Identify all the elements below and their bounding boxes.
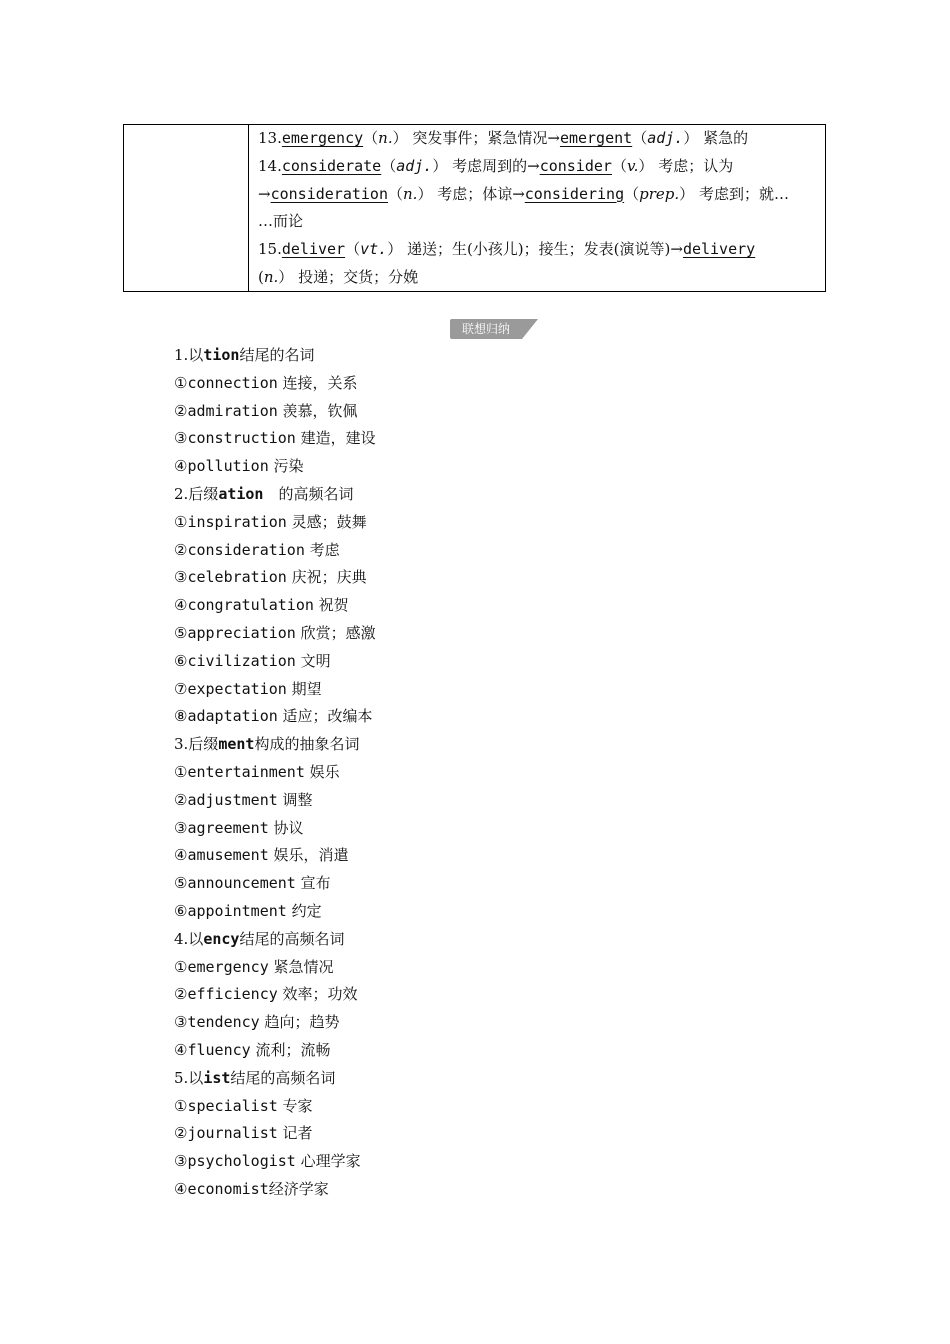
table-text: n. <box>263 267 279 286</box>
item-meaning: 建造，建设 <box>295 429 376 448</box>
item-marker: ⑧ <box>174 707 188 726</box>
list-item <box>174 620 376 648</box>
table-line <box>258 236 819 264</box>
item-word: appreciation <box>187 623 296 642</box>
item-meaning: 紧急情况 <box>268 957 334 976</box>
item-marker: ② <box>174 985 188 1004</box>
table-text: n. <box>378 129 393 147</box>
item-meaning: 适应；改编本 <box>277 707 373 726</box>
item-marker: ② <box>174 1124 188 1143</box>
item-meaning: 调整 <box>277 790 313 809</box>
item-marker: ④ <box>174 596 188 615</box>
item-meaning: 污染 <box>268 457 304 476</box>
item-marker: ② <box>174 401 188 420</box>
list-item <box>174 759 376 787</box>
item-word: civilization <box>187 651 296 670</box>
heading-suffix-key: tion <box>203 346 240 364</box>
item-word: entertainment <box>187 762 305 781</box>
item-meaning: 专家 <box>277 1096 313 1115</box>
table-left-cell <box>124 125 249 291</box>
table-text: ） 突发事件；紧急情况→ <box>392 129 560 147</box>
item-meaning: 庆祝；庆典 <box>286 568 367 587</box>
item-word: expectation <box>187 679 287 698</box>
heading-description: 的高频名词 <box>263 484 354 503</box>
list-item <box>174 509 376 537</box>
table-text: （ <box>611 156 627 175</box>
list-item <box>174 787 376 815</box>
list-item <box>174 648 376 676</box>
heading-prefix: 4.以 <box>174 929 204 948</box>
item-word: appointment <box>187 901 287 920</box>
table-text: → <box>258 184 271 203</box>
item-meaning: 娱乐 <box>304 762 340 781</box>
heading-prefix: 2.后缀 <box>174 484 219 503</box>
list-item <box>174 1093 376 1121</box>
item-marker: ① <box>174 957 188 976</box>
item-word: emergency <box>187 957 269 976</box>
item-marker: ③ <box>174 1013 188 1032</box>
list-item <box>174 592 376 620</box>
item-marker: ④ <box>174 846 188 865</box>
table-text: （ <box>624 184 640 203</box>
table-line <box>258 264 819 292</box>
item-meaning: 文明 <box>295 651 331 670</box>
list-heading <box>174 731 376 759</box>
noun-suffix-list <box>174 342 376 1204</box>
table-text: ） 考虑到；就… <box>679 184 789 203</box>
item-meaning: 效率；功效 <box>277 985 358 1004</box>
list-item <box>174 981 376 1009</box>
item-meaning: 协议 <box>268 818 304 837</box>
table-text: vt. <box>360 240 388 259</box>
item-word: economist <box>187 1179 269 1198</box>
list-item <box>174 898 376 926</box>
item-marker: ① <box>174 1096 188 1115</box>
list-item <box>174 1176 376 1204</box>
list-item <box>174 453 376 481</box>
item-meaning: 考虑 <box>304 540 340 559</box>
item-word: specialist <box>187 1096 278 1115</box>
item-word: connection <box>187 373 278 392</box>
table-text: ） 投递；交货；分娩 <box>278 267 419 286</box>
heading-prefix: 3.后缀 <box>174 735 219 754</box>
list-item <box>174 1009 376 1037</box>
item-marker: ② <box>174 540 188 559</box>
vocab-word: consider <box>539 156 612 175</box>
list-heading <box>174 1065 376 1093</box>
list-item <box>174 676 376 704</box>
table-text: ） 考虑周到的→ <box>432 156 540 175</box>
heading-description: 结尾的高频名词 <box>230 1068 336 1087</box>
section-header-label: 联想归纳 <box>450 319 522 339</box>
item-word: adjustment <box>187 790 278 809</box>
item-meaning: 羡慕，钦佩 <box>277 401 358 420</box>
section-header-tag <box>450 319 540 339</box>
table-text: adj. <box>396 156 433 175</box>
list-item <box>174 1148 376 1176</box>
item-marker: ⑤ <box>174 874 188 893</box>
item-word: adaptation <box>187 707 278 726</box>
item-meaning: 祝贺 <box>313 596 349 615</box>
vocab-word: emergency <box>281 129 364 147</box>
table-line <box>258 153 819 181</box>
item-marker: ③ <box>174 429 188 448</box>
table-text: ） 递送；生(小孩儿)；接生；发表(演说等)→ <box>387 240 683 259</box>
item-marker: ④ <box>174 1040 188 1059</box>
heading-description: 构成的抽象名词 <box>254 735 360 754</box>
item-word: consideration <box>187 540 305 559</box>
vocab-word: consideration <box>270 184 388 203</box>
table-text: 15. <box>258 240 282 259</box>
table-line <box>258 125 819 153</box>
table-text: v. <box>626 156 639 175</box>
item-meaning: 灵感；鼓舞 <box>286 512 367 531</box>
item-marker: ① <box>174 762 188 781</box>
table-text: ） 考虑；体谅→ <box>417 184 525 203</box>
vocab-word: emergent <box>559 129 633 147</box>
item-word: construction <box>187 429 296 448</box>
item-word: celebration <box>187 568 287 587</box>
item-word: efficiency <box>187 985 278 1004</box>
table-text: 14. <box>258 156 282 175</box>
section-header-tail <box>522 319 538 339</box>
item-marker: ③ <box>174 818 188 837</box>
table-text: 13. <box>258 129 282 147</box>
table-right-cell <box>258 125 819 292</box>
table-text: （ <box>387 184 403 203</box>
item-word: inspiration <box>187 512 287 531</box>
table-line <box>258 181 819 209</box>
vocab-word: deliver <box>281 240 346 259</box>
item-meaning: 连接，关系 <box>277 373 358 392</box>
list-item <box>174 1037 376 1065</box>
table-text: （ <box>381 156 397 175</box>
item-meaning: 约定 <box>286 901 322 920</box>
list-item <box>174 842 376 870</box>
table-line <box>258 208 819 236</box>
list-item <box>174 1120 376 1148</box>
item-meaning: 欣赏；感激 <box>295 623 376 642</box>
list-item <box>174 398 376 426</box>
item-meaning: 宣布 <box>295 874 331 893</box>
item-word: tendency <box>187 1013 260 1032</box>
table-text: （ <box>363 129 379 147</box>
table-text: ） 紧急的 <box>683 129 749 147</box>
item-word: congratulation <box>187 596 314 615</box>
heading-suffix-key: ist <box>203 1068 231 1087</box>
list-item <box>174 425 376 453</box>
item-word: announcement <box>187 874 296 893</box>
item-marker: ③ <box>174 1152 188 1171</box>
item-word: amusement <box>187 846 269 865</box>
table-text: n. <box>403 184 418 203</box>
heading-prefix: 1.以 <box>174 346 204 364</box>
item-marker: ① <box>174 373 188 392</box>
vocab-word: considering <box>524 184 625 203</box>
vocab-word: considerate <box>281 156 382 175</box>
heading-description: 结尾的高频名词 <box>239 929 345 948</box>
item-word: psychologist <box>187 1152 296 1171</box>
list-item <box>174 815 376 843</box>
item-meaning: 流利；流畅 <box>250 1040 331 1059</box>
list-item <box>174 537 376 565</box>
table-text: adj. <box>647 129 684 147</box>
table-text: ( <box>258 267 264 286</box>
list-item <box>174 370 376 398</box>
table-text: （ <box>632 129 648 147</box>
item-marker: ② <box>174 790 188 809</box>
heading-description: 结尾的名词 <box>239 346 315 364</box>
item-marker: ③ <box>174 568 188 587</box>
vocab-word: delivery <box>682 240 756 259</box>
list-item <box>174 703 376 731</box>
list-item <box>174 564 376 592</box>
heading-prefix: 5.以 <box>174 1068 204 1087</box>
item-meaning: 记者 <box>277 1124 313 1143</box>
item-meaning: 期望 <box>286 679 322 698</box>
item-word: pollution <box>187 457 269 476</box>
item-marker: ⑤ <box>174 623 188 642</box>
item-meaning: 娱乐，消遣 <box>268 846 349 865</box>
table-text: （ <box>345 240 361 259</box>
item-meaning: 心理学家 <box>295 1152 361 1171</box>
list-item <box>174 954 376 982</box>
item-marker: ④ <box>174 1179 188 1198</box>
item-marker: ⑦ <box>174 679 188 698</box>
list-heading <box>174 926 376 954</box>
item-word: fluency <box>187 1040 251 1059</box>
list-heading <box>174 481 376 509</box>
heading-suffix-key: ation <box>218 484 264 503</box>
item-marker: ① <box>174 512 188 531</box>
item-meaning: 趋向；趋势 <box>259 1013 340 1032</box>
item-marker: ④ <box>174 457 188 476</box>
table-text: prep. <box>639 184 680 203</box>
vocabulary-table <box>123 124 826 292</box>
item-marker: ⑥ <box>174 901 188 920</box>
table-text: ） 考虑；认为 <box>638 156 734 175</box>
list-heading <box>174 342 376 370</box>
item-word: journalist <box>187 1124 278 1143</box>
item-marker: ⑥ <box>174 651 188 670</box>
list-item <box>174 870 376 898</box>
table-text: …而论 <box>258 212 304 231</box>
heading-suffix-key: ency <box>203 929 240 948</box>
item-meaning: 经济学家 <box>268 1179 329 1198</box>
item-word: admiration <box>187 401 278 420</box>
heading-suffix-key: ment <box>218 735 255 754</box>
item-word: agreement <box>187 818 269 837</box>
